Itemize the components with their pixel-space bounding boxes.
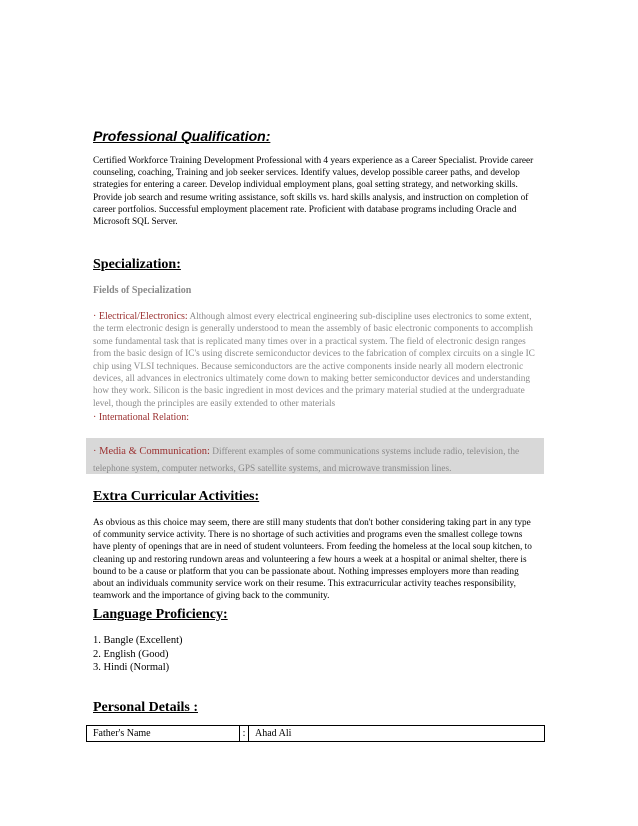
electrical-label: · Electrical/Electronics: bbox=[93, 311, 188, 322]
table-row bbox=[87, 726, 545, 742]
professional-line: Microsoft SQL Server. bbox=[93, 217, 178, 228]
specialization-heading: Specialization: bbox=[93, 257, 181, 272]
electrical-line: level, though the principles are easily extended to other materials bbox=[93, 398, 336, 409]
extra-line: have plenty of openings that are in need of student volunteers. From feeding the homeless at the local soup kitchen, to bbox=[93, 542, 532, 553]
electrical-line: Although almost every electrical engineering sub-discipline uses electronics to some extent, bbox=[187, 312, 532, 322]
language-item: 3. Hindi (Normal) bbox=[93, 662, 170, 673]
electrical-paragraph bbox=[93, 311, 545, 410]
extra-paragraph bbox=[93, 517, 545, 602]
extra-line: As obvious as this choice may seem, there are still many students that don't bother considering taking part in any type bbox=[93, 518, 531, 528]
extra-heading: Extra Curricular Activities: bbox=[93, 489, 260, 504]
media-line: telephone system, computer networks, GPS satellite systems, and microwave transmission lines. bbox=[93, 464, 452, 474]
media-label: · Media & Communication: bbox=[93, 446, 210, 457]
professional-heading: Professional Qualification: bbox=[93, 128, 271, 144]
language-list bbox=[93, 634, 183, 675]
detail-label: Father's Name bbox=[87, 726, 240, 742]
language-item: 1. Bangle (Excellent) bbox=[93, 635, 183, 646]
extra-line: about an individuals community service work on their resume. This extracurricular activity teaches responsibility, bbox=[93, 579, 516, 590]
professional-line: Provide job search and resume writing assistance, soft skills vs. hard skills analysis, and instruction on completion of bbox=[93, 192, 529, 203]
extra-line: bound to be a cause or platform that you can be passionate about. Nothing impresses employers more than reading bbox=[93, 566, 519, 577]
extra-line: of community service activity. There is no shortage of such activities and programs even the smallest college towns bbox=[93, 530, 523, 541]
professional-line: Certified Workforce Training Development Professional with 4 years experience as a Career Specialist. Provide career bbox=[93, 156, 534, 166]
personal-details-table bbox=[86, 725, 545, 742]
professional-paragraph bbox=[93, 155, 545, 228]
detail-separator: : bbox=[240, 726, 249, 742]
personal-heading: Personal Details : bbox=[93, 700, 198, 715]
electrical-line: devices, all advances in electronics ultimately come down to making better semiconductor devices and understanding bbox=[93, 374, 531, 385]
detail-value: Ahad Ali bbox=[249, 726, 545, 742]
extra-line: teamwork and the importance of giving back to the community. bbox=[93, 591, 330, 602]
electrical-line: chip using VLSI techniques. Because semiconductors are the active components inside nearly all modern electronic bbox=[93, 361, 524, 372]
fields-title: Fields of Specialization bbox=[93, 285, 192, 296]
electrical-line: from the basic design of IC's using discrete semiconductor devices to the fabrication of complex circuits on a single IC bbox=[93, 349, 535, 360]
media-line: Different examples of some communications systems include radio, television, the bbox=[209, 447, 520, 457]
professional-line: counseling, coaching, Training and job seeker services. Identify values, develop possible career paths, and develop bbox=[93, 168, 520, 179]
electrical-line: how they work. Silicon is the basic ingredient in most devices and the primary material studied at the undergraduate bbox=[93, 386, 525, 397]
electrical-line: some fundamental task that is replicated many times over in a practical system. The field of electronic design ranges bbox=[93, 336, 526, 347]
electrical-first-line bbox=[93, 311, 545, 323]
professional-line: strategies for entering a career. Develop individual employment plans, goal setting strategy, and networking skills. bbox=[93, 180, 518, 191]
electrical-line: the term electronic design is generally understood to mean the assembly of basic electronic components to accomplish bbox=[93, 324, 533, 335]
language-item: 2. English (Good) bbox=[93, 648, 169, 660]
extra-line: cleaning up and restoring rundown areas and volunteering a few hours a week at a hospital or animal shelter, there is bbox=[93, 554, 527, 565]
professional-line: career portfolios. Successful employment placement rate. Proficient with database programs including Oracle and bbox=[93, 204, 517, 215]
media-first-line bbox=[93, 446, 519, 457]
language-heading: Language Proficiency: bbox=[93, 607, 228, 622]
international-relation: · International Relation: bbox=[93, 412, 190, 423]
